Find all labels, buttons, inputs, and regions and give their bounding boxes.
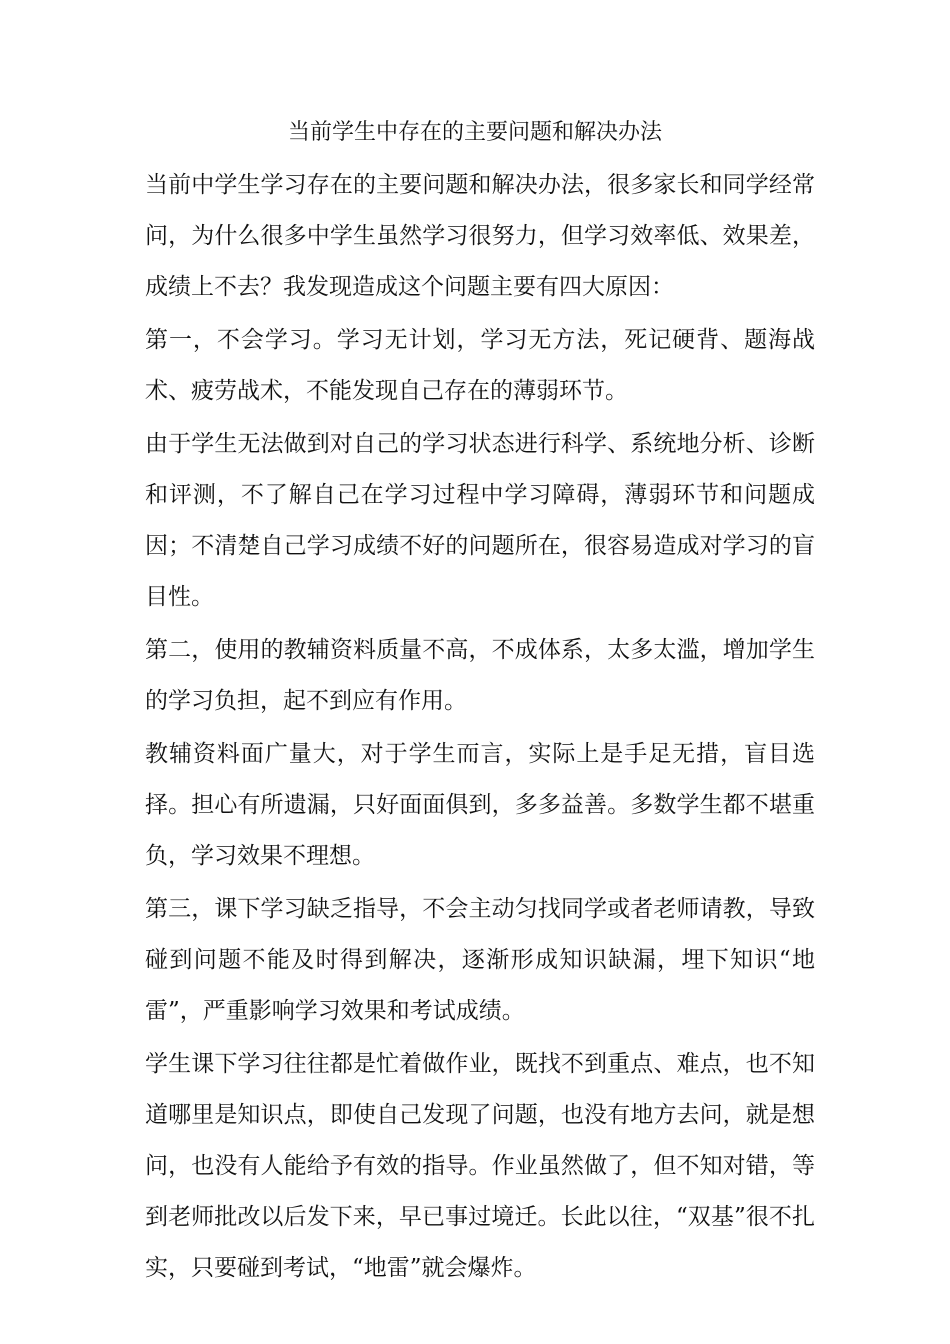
paragraph-reason-2-detail: 教辅资料面广量大，对于学生而言，实际上是手足无措，盲目选择。担心有所遗漏，只好面面俱到，多多益善。多数学生都不堪重负，学习效果不理想。 bbox=[145, 741, 815, 869]
paragraph-reason-3-detail: 学生课下学习往往都是忙着做作业，既找不到重点、难点，也不知道哪里是知识点，即使自己发现了问题，也没有地方去问，就是想问，也没有人能给予有效的指导。作业虽然做了，但不知对错，等到老师批改以后发下来，早已事过境迁。长此以往，“双基”很不扎实，只要碰到考试，“地雷”就会爆炸。 bbox=[145, 1051, 815, 1281]
paragraph-reason-2: 第二，使用的教辅资料质量不高，不成体系，太多太滥，增加学生的学习负担，起不到应有作用。 bbox=[145, 637, 815, 714]
paragraph-reason-1-detail: 由于学生无法做到对自己的学习状态进行科学、系统地分析、诊断和评测，不了解自己在学习过程中学习障碍，薄弱环节和问题成因；不清楚自己学习成绩不好的问题所在，很容易造成对学习的盲目性。 bbox=[145, 431, 815, 610]
document-body bbox=[145, 160, 815, 1296]
document-title: 当前学生中存在的主要问题和解决办法 bbox=[287, 120, 662, 145]
paragraph-intro: 当前中学生学习存在的主要问题和解决办法，很多家长和同学经常问，为什么很多中学生虽然学习很努力，但学习效率低、效果差，成绩上不去？我发现造成这个问题主要有四大原因： bbox=[145, 172, 815, 300]
paragraph-reason-3: 第三，课下学习缺乏指导，不会主动匀找同学或者老师请教，导致碰到问题不能及时得到解决，逐渐形成知识缺漏，埋下知识“地雷”，严重影响学习效果和考试成绩。 bbox=[145, 896, 815, 1024]
paragraph-reason-1: 第一，不会学习。学习无计划，学习无方法，死记硬背、题海战术、疲劳战术，不能发现自己存在的薄弱环节。 bbox=[145, 327, 815, 404]
